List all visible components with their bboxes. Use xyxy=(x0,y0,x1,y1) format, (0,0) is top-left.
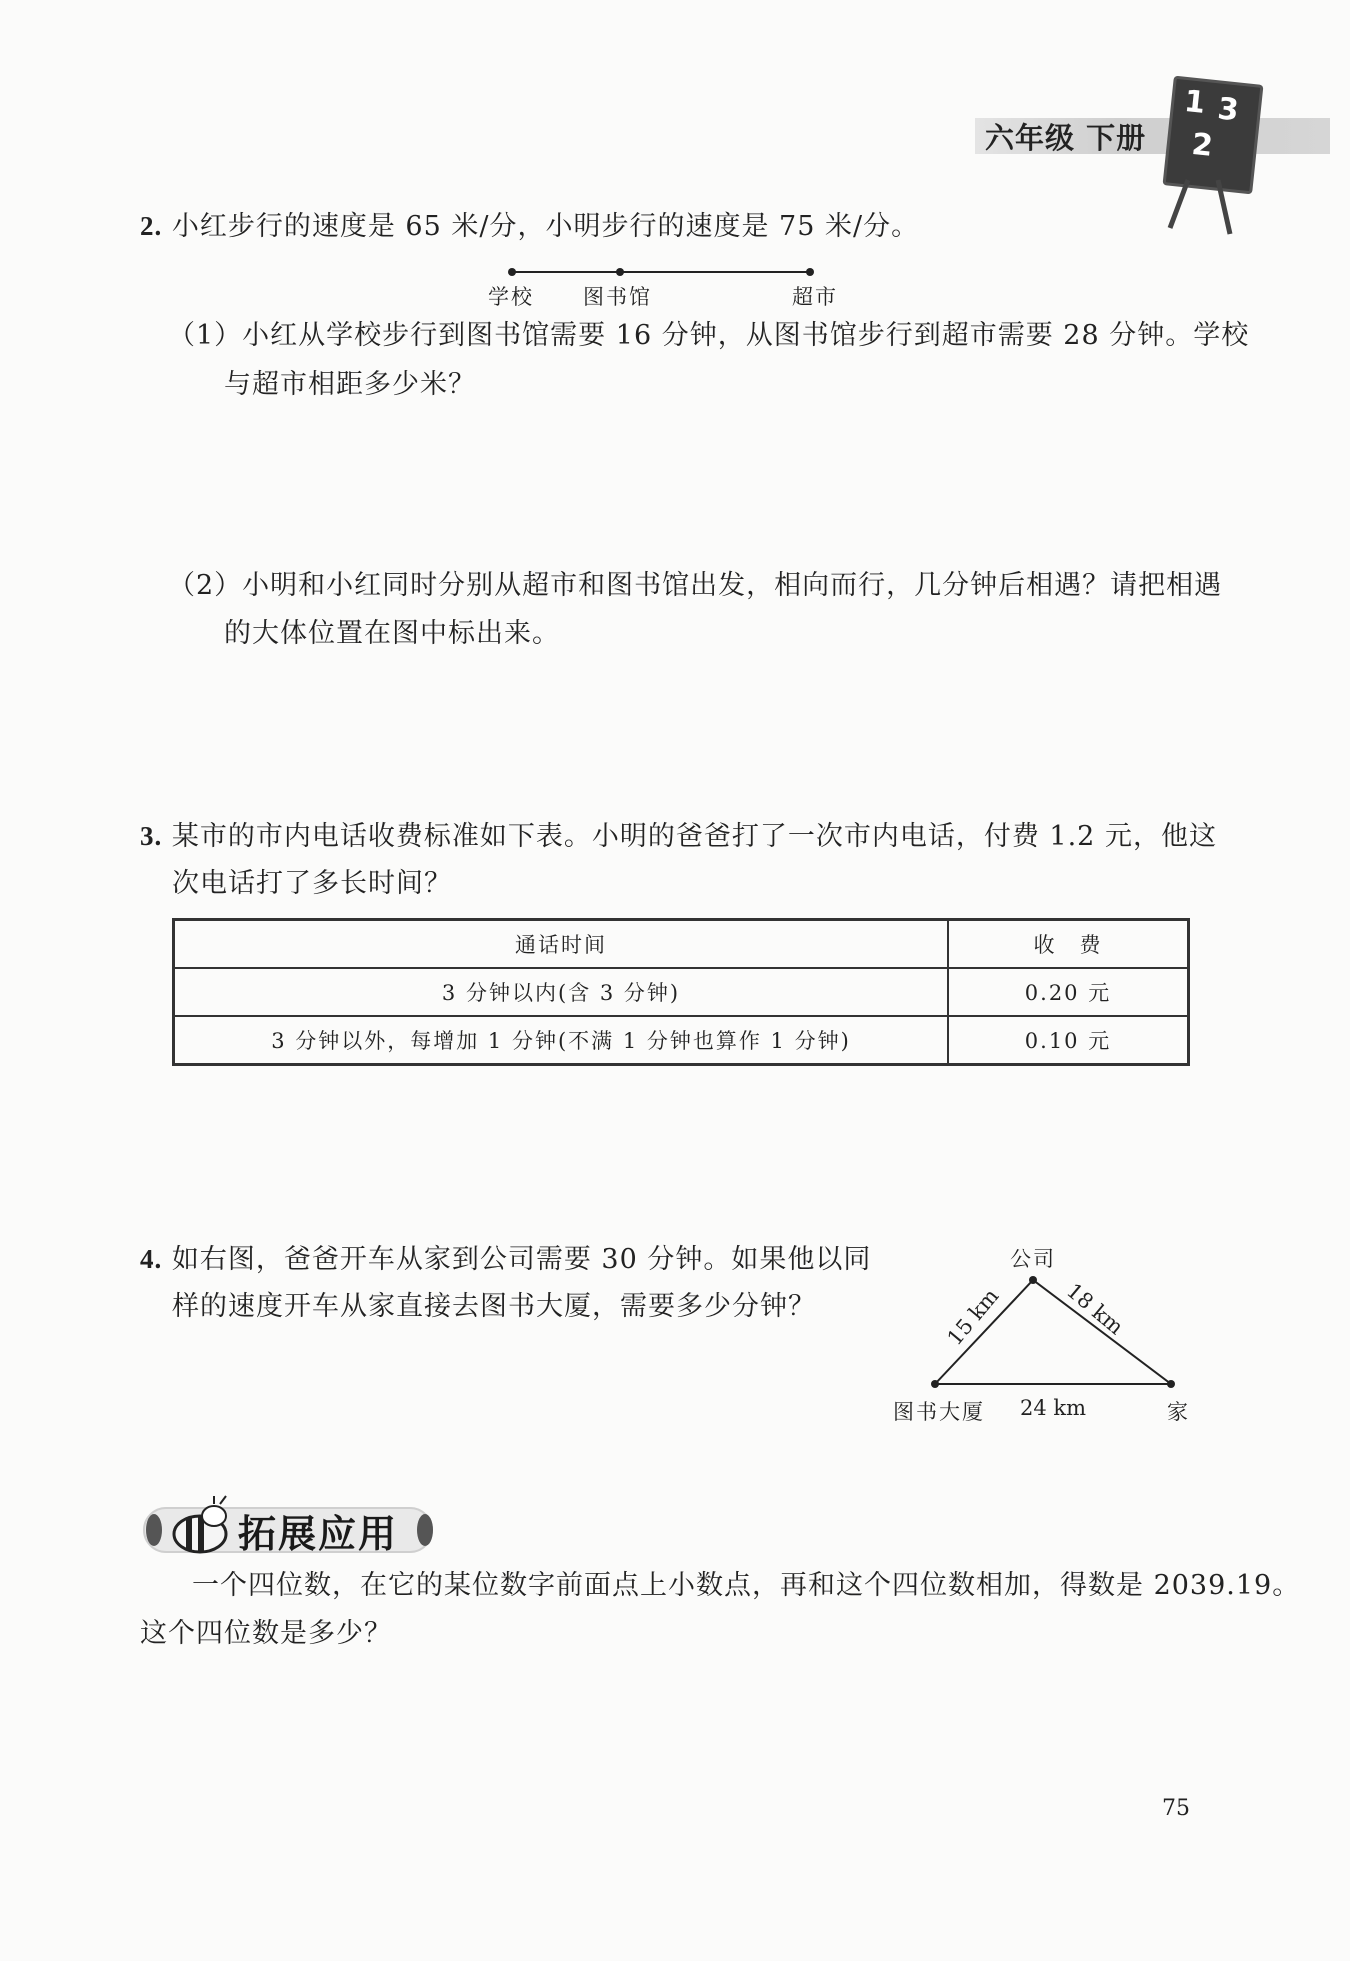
table-cell: 3 分钟以内(含 3 分钟) xyxy=(174,968,949,1016)
table-header-row xyxy=(174,920,1189,969)
fee-table xyxy=(172,918,1190,1066)
table-row xyxy=(174,1016,1189,1065)
table-cell: 0.20 元 xyxy=(948,968,1189,1016)
q2-part2-line1: （2）小明和小红同时分别从超市和图书馆出发，相向而行，几分钟后相遇？请把相遇 xyxy=(168,570,1223,601)
question-2-number: 2. xyxy=(140,211,163,241)
extension-line1: 一个四位数，在它的某位数字前面点上小数点，再和这个四位数相加，得数是 2039.19。 xyxy=(192,1570,1301,1601)
section-title: 拓展应用 xyxy=(238,1512,399,1556)
question-2-text: 小红步行的速度是 65 米/分，小明步行的速度是 75 米/分。 xyxy=(171,211,920,242)
label-supermarket: 超市 xyxy=(792,285,838,309)
question-3-number: 3. xyxy=(140,821,163,851)
question-4 xyxy=(140,1235,871,1284)
extension-line2: 这个四位数是多少？ xyxy=(140,1618,392,1649)
question-3-line1: 某市的市内电话收费标准如下表。小明的爸爸打了一次市内电话，付费 1.2 元，他这 xyxy=(171,821,1217,852)
triangle-left-side: 15 km xyxy=(942,1283,1004,1351)
chalkboard-icon xyxy=(1162,76,1263,195)
triangle-label-home: 家 xyxy=(1167,1400,1190,1424)
q2-part2-line2: 的大体位置在图中标出来。 xyxy=(224,618,560,649)
board-digit-3: 3 xyxy=(1215,91,1241,129)
page-number: 75 xyxy=(1162,1796,1190,1821)
table-header-fee: 收 费 xyxy=(948,920,1189,969)
bee-icon xyxy=(160,1494,238,1560)
route-diagram xyxy=(500,262,830,312)
label-library: 图书馆 xyxy=(583,285,652,309)
triangle-right-side: 18 km xyxy=(1062,1278,1129,1340)
table-cell: 0.10 元 xyxy=(948,1016,1189,1065)
question-4-number: 4. xyxy=(140,1244,163,1274)
question-4-line1: 如右图，爸爸开车从家到公司需要 30 分钟。如果他以同 xyxy=(171,1244,872,1275)
question-4-line2: 样的速度开车从家直接去图书大厦，需要多少分钟？ xyxy=(172,1291,816,1322)
label-school: 学校 xyxy=(488,285,534,309)
question-2 xyxy=(140,202,919,251)
question-3 xyxy=(140,812,1217,861)
triangle-label-library-building: 图书大厦 xyxy=(893,1400,985,1424)
table-row xyxy=(174,968,1189,1016)
q2-part1-line2: 与超市相距多少米？ xyxy=(224,369,476,400)
triangle-label-company: 公司 xyxy=(1010,1247,1056,1271)
grade-label: 六年级 下册 xyxy=(985,121,1147,155)
board-digit-2: 2 xyxy=(1190,126,1215,164)
table-header-duration: 通话时间 xyxy=(174,920,949,969)
q2-part1-line1: （1）小红从学校步行到图书馆需要 16 分钟，从图书馆步行到超市需要 28 分钟。学校 xyxy=(168,320,1250,351)
question-3-line2: 次电话打了多长时间？ xyxy=(172,868,452,899)
triangle-bottom-side: 24 km xyxy=(1020,1396,1087,1420)
easel-legs-icon xyxy=(1160,178,1240,238)
board-digit-1: 1 xyxy=(1182,83,1207,121)
table-cell: 3 分钟以外，每增加 1 分钟(不满 1 分钟也算作 1 分钟) xyxy=(174,1016,949,1065)
